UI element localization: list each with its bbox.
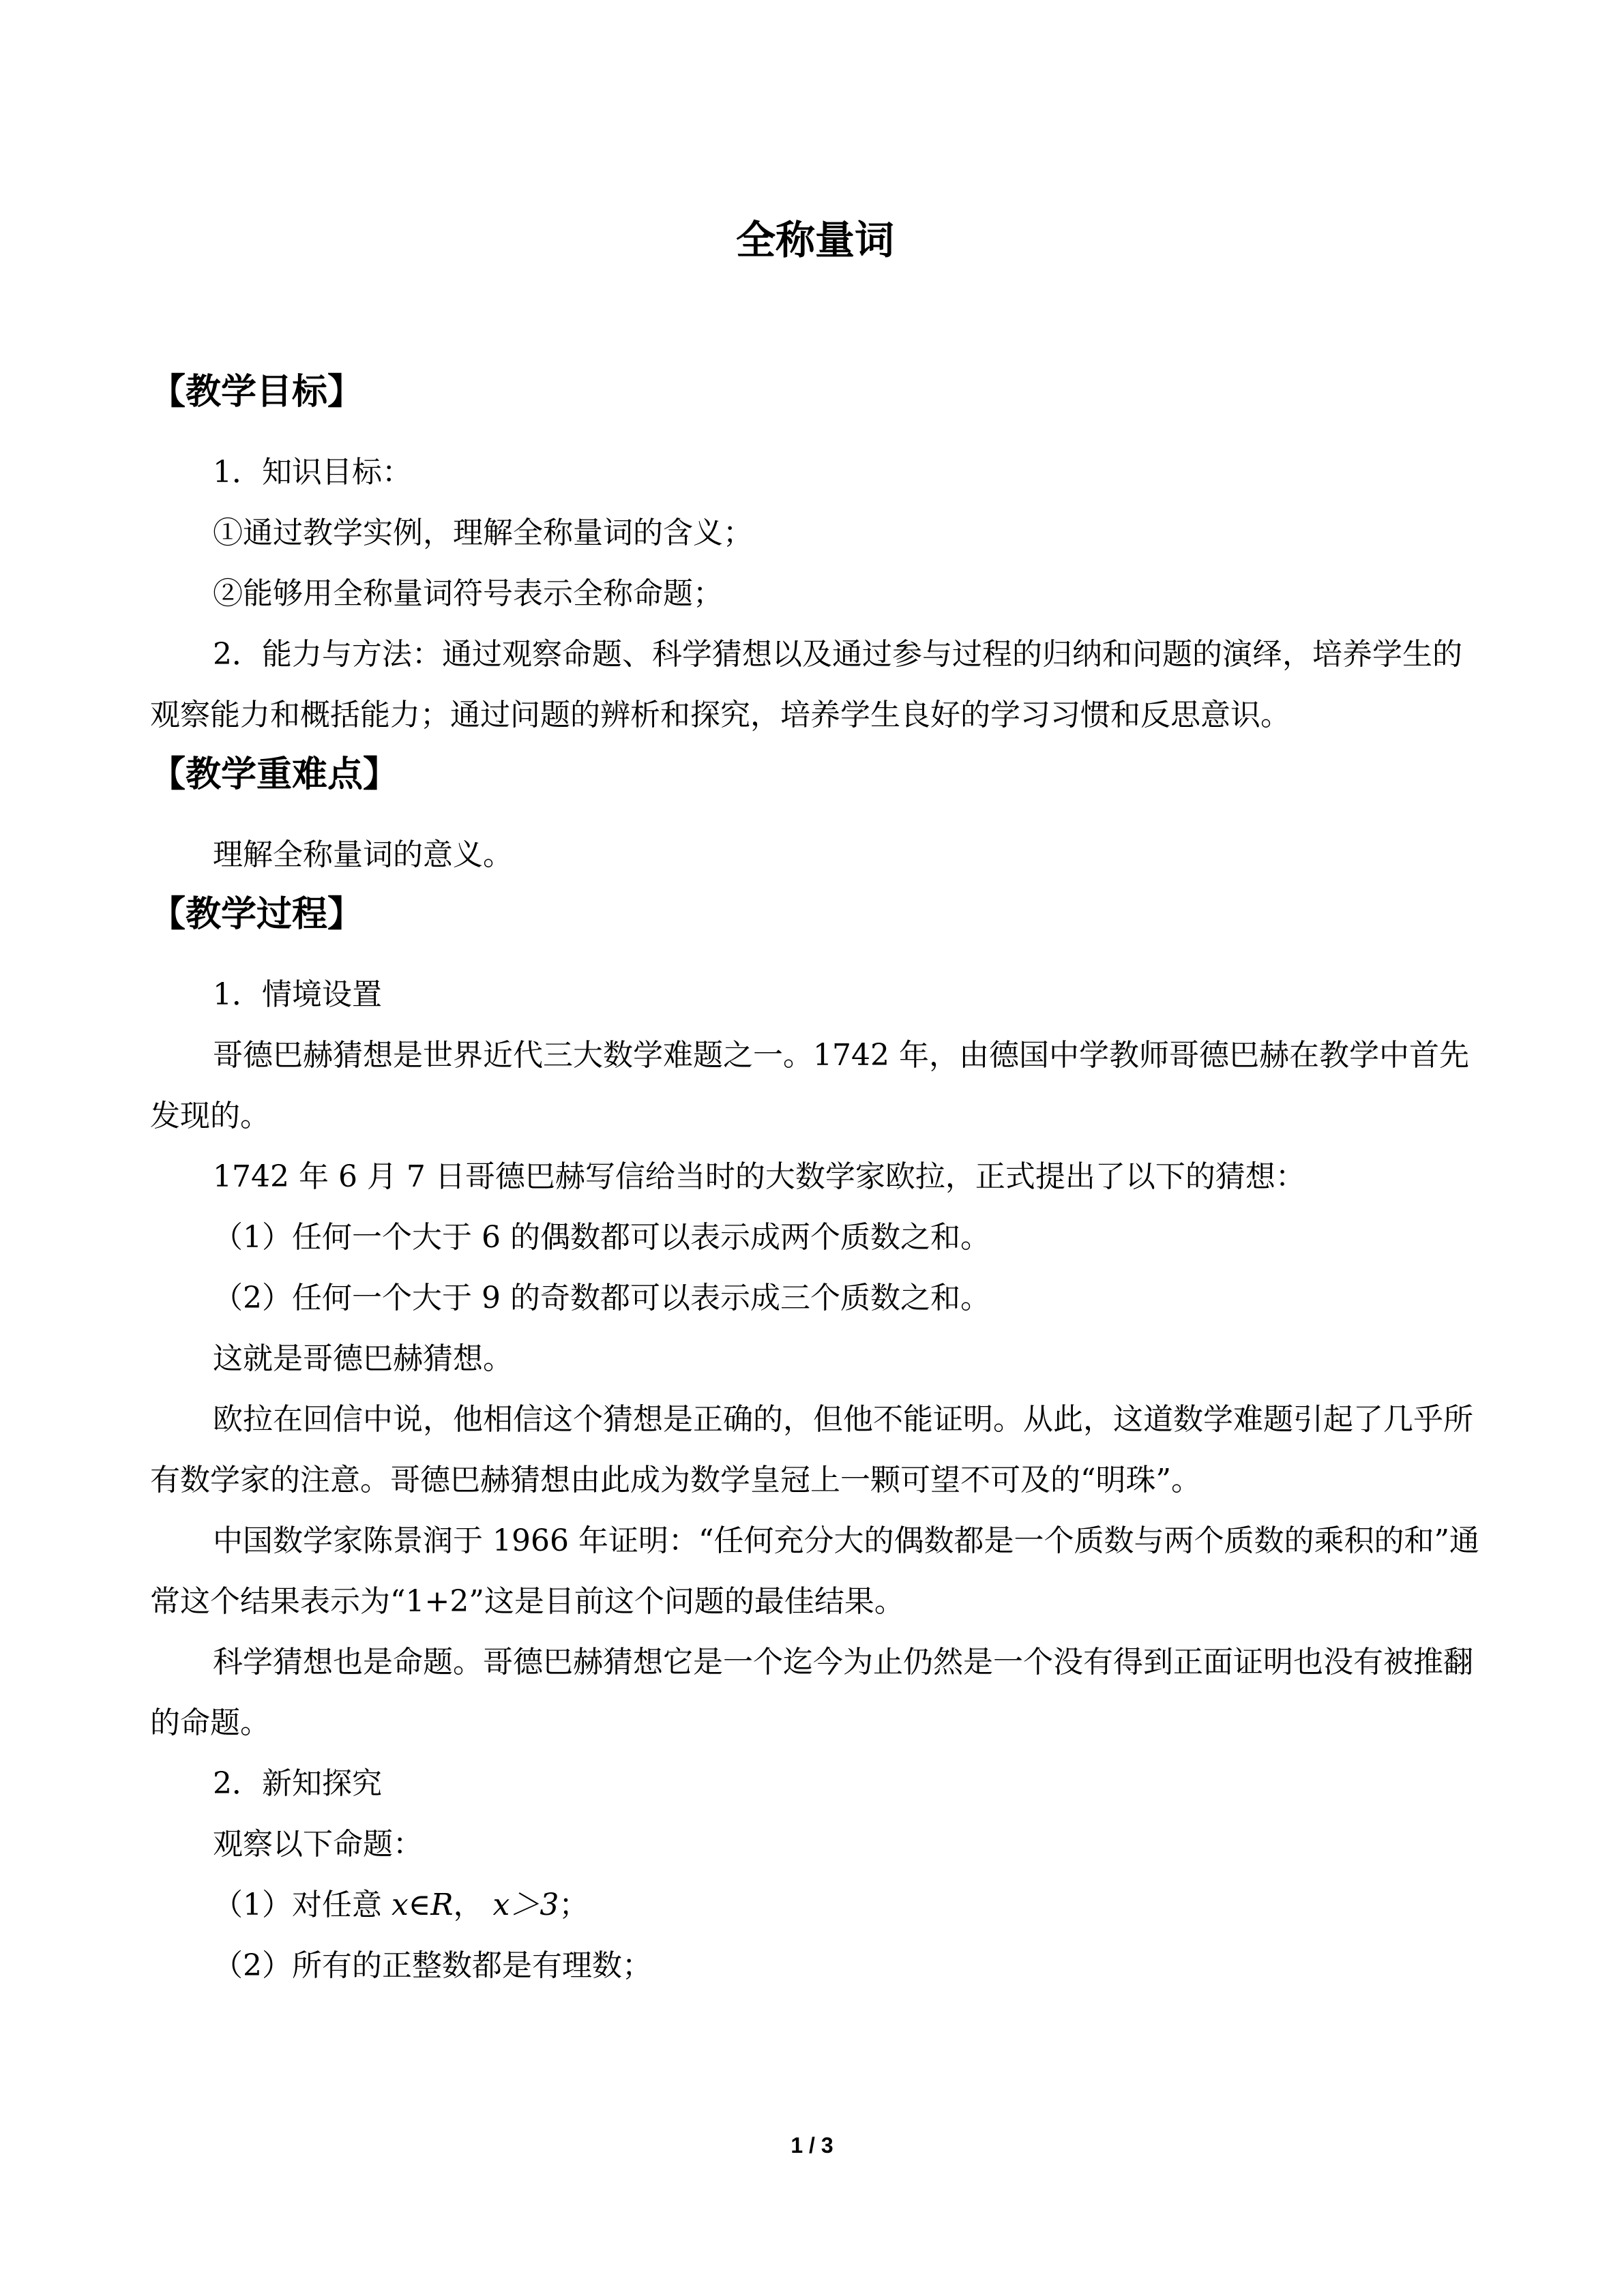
proposition-separator: ， xyxy=(453,1888,493,1922)
proposition-suffix: ； xyxy=(559,1888,589,1922)
paragraph: 1742 年 6 月 7 日哥德巴赫写信给当时的大数学家欧拉，正式提出了以下的猜想： xyxy=(213,1159,1305,1194)
paragraph: ②能够用全称量词符号表示全称命题； xyxy=(213,576,723,611)
math-expression: x∈R xyxy=(391,1888,454,1922)
math-expression: x＞3 xyxy=(492,1888,559,1922)
paragraph: 1．情境设置 xyxy=(213,977,382,1012)
paragraph: 2．能力与方法：通过观察命题、科学猜想以及通过参与过程的归纳和问题的演绎，培养学生的观察能力和概括能力；通过问题的辨析和探究，培养学生良好的学习习惯和反思意识。 xyxy=(150,637,1462,732)
paragraph: 科学猜想也是命题。哥德巴赫猜想它是一个迄今为止仍然是一个没有得到正面证明也没有被推翻的命题。 xyxy=(150,1645,1473,1740)
paragraph: 2．新知探究 xyxy=(213,1766,382,1801)
paragraph: 理解全称量词的意义。 xyxy=(213,837,513,872)
paragraph: 哥德巴赫猜想是世界近代三大数学难题之一。1742 年，由德国中学教师哥德巴赫在教学中首先发现的。 xyxy=(150,1038,1469,1133)
proposition-prefix: （1）对任意 xyxy=(213,1888,392,1922)
page-number: 1 / 3 xyxy=(791,2133,833,2158)
proposition-1 xyxy=(150,1875,1480,1935)
paragraph: 中国数学家陈景润于 1966 年证明：“任何充分大的偶数都是一个质数与两个质数的乘积的和”通常这个结果表示为“1+2”这是目前这个问题的最佳结果。 xyxy=(150,1523,1479,1619)
paragraph: （1）任何一个大于 6 的偶数都可以表示成两个质数之和。 xyxy=(213,1220,990,1255)
section-heading-goals: 【教学目标】 xyxy=(150,372,364,413)
paragraph: 欧拉在回信中说，他相信这个猜想是正确的，但他不能证明。从此，这道数学难题引起了几乎所有数学家的注意。哥德巴赫猜想由此成为数学皇冠上一颗可望不可及的“明珠”。 xyxy=(150,1402,1473,1497)
proposition-2: （2）所有的正整数都是有理数； xyxy=(213,1948,652,1983)
document-title: 全称量词 xyxy=(735,217,894,263)
paragraph: 这就是哥德巴赫猜想。 xyxy=(213,1341,513,1376)
paragraph: 观察以下命题： xyxy=(213,1827,423,1862)
section-heading-key-points: 【教学重难点】 xyxy=(150,754,399,795)
paragraph: ①通过教学实例，理解全称量词的含义； xyxy=(213,516,753,550)
paragraph: （2）任何一个大于 9 的奇数都可以表示成三个质数之和。 xyxy=(213,1281,990,1315)
document-content xyxy=(150,213,1480,1996)
paragraph: 1．知识目标： xyxy=(213,455,412,490)
section-heading-process: 【教学过程】 xyxy=(150,894,364,935)
